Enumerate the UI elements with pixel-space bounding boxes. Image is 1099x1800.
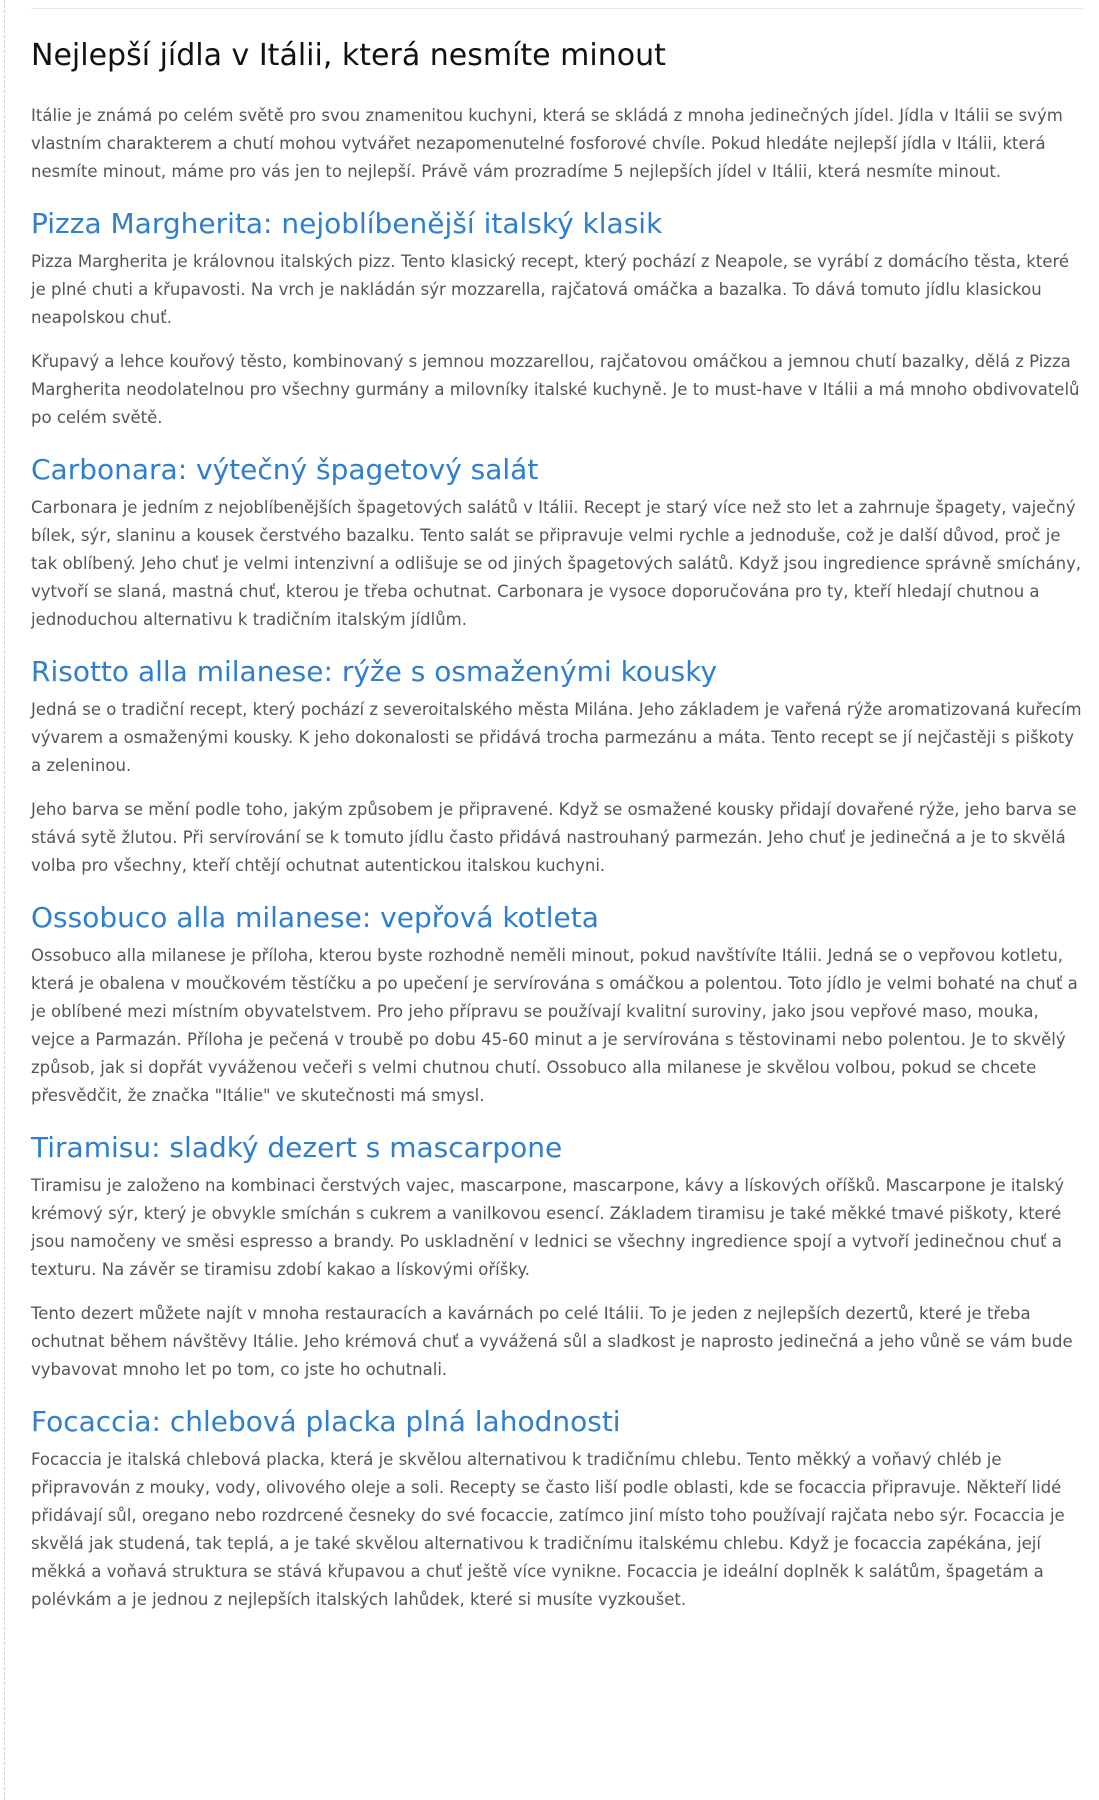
section-paragraph: Jedná se o tradiční recept, který pochází z severoitalského města Milána. Jeho základem je vařená rýže aromatizovaná kuřecím vývarem a osmaženými kousky. K jeho dokonalosti se přidává trocha parmezánu a máta. Tento recept se jí nejčastěji s piškoty a zeleninou. [31,700,1082,775]
page-border-dashed [4,0,5,1800]
article [31,30,1083,1632]
section-heading: Ossobuco alla milanese: vepřová kotleta [31,901,599,934]
section-paragraph: Pizza Margherita je královnou italských pizz. Tento klasický recept, který pochází z Neapole, se vyrábí z domácího těsta, které je plné chuti a křupavosti. Na vrch je nakládán sýr mozzarella, rajčatová omáčka a bazalka. To dává tomuto jídlu klasickou neapolskou chuť. [31,252,1070,327]
section-paragraph: Tento dezert můžete najít v mnoha restauracích a kavárnách po celé Itálii. To je jeden z nejlepších dezertů, které je třeba ochutnat během návštěvy Itálie. Jeho krémová chuť a vyvážená sůl a sladkost je naprosto jedinečná a jeho vůně se vám bude vybavovat mnoho let po tom, co jste ho ochutnali. [31,1304,1073,1379]
section-risotto [31,652,1083,880]
section-heading: Tiramisu: sladký dezert s mascarpone [31,1131,563,1164]
section-carbonara [31,450,1083,634]
section-paragraph: Carbonara je jedním z nejoblíbenějších špagetových salátů v Itálii. Recept je starý více než sto let a zahrnuje špagety, vaječný bílek, sýr, slaninu a kousek čerstvého bazalku. Tento salát se připravuje velmi rychle a jednoduše, což je další důvod, proč je tak oblíbený. Jeho chuť je velmi intenzivní a odlišuje se od jiných špagetových salátů. Když jsou ingredience správně smíchány, vytvoří se slaná, mastná chuť, kterou je třeba ochutnat. Carbonara je vysoce doporučována pro ty, kteří hledají chutnou a jednoduchou alternativu k tradičním italským jídlům. [31,498,1082,629]
section-paragraph: Focaccia je italská chlebová placka, která je skvělou alternativou k tradičnímu chlebu. Tento měkký a voňavý chléb je připravován z mouky, vody, olivového oleje a soli. Recepty se často liší podle oblasti, kde se focaccia připravuje. Někteří lidé přidávají sůl, oregano nebo rozdrcené česneky do své focaccie, zatímco jiní místo toho používají rajčata nebo sýr. Focaccia je skvělá jak studená, tak teplá, a je také skvělou alternativou k tradičnímu italskému chlebu. Když je focaccia zapékána, její měkká a voňavá struktura se stává křupavou a chuť ještě více vynikne. Focaccia je ideální doplněk k salátům, špagetám a polévkám a je jednou z nejlepších italských lahůdek, které si musíte vyzkoušet. [31,1450,1065,1609]
section-focaccia [31,1402,1083,1614]
section-heading: Focaccia: chlebová placka plná lahodnosti [31,1405,621,1438]
section-tiramisu [31,1128,1083,1384]
page-title: Nejlepší jídla v Itálii, která nesmíte minout [31,38,666,73]
section-paragraph: Tiramisu je založeno na kombinaci čerstvých vajec, mascarpone, mascarpone, kávy a lískových oříšků. Mascarpone je italský krémový sýr, který je obvykle smíchán s cukrem a vanilkovou esencí. Základem tiramisu je také měkké tmavé piškoty, které jsou namočeny ve směsi espresso a brandy. Po uskladnění v lednici se všechny ingredience spojí a vytvoří jedinečnou chuť a texturu. Na závěr se tiramisu zdobí kakao a lískovými oříšky. [31,1176,1064,1279]
section-paragraph: Křupavý a lehce kouřový těsto, kombinovaný s jemnou mozzarellou, rajčatovou omáčkou a jemnou chutí bazalky, dělá z Pizza Margherita neodolatelnou pro všechny gurmány a milovníky italské kuchyně. Je to must-have v Itálii a má mnoho obdivovatelů po celém světě. [31,352,1080,427]
intro-paragraph: Itálie je známá po celém světě pro svou znamenitou kuchyni, která se skládá z mnoha jedinečných jídel. Jídla v Itálii se svým vlastním charakterem a chutí mohou vytvářet nezapomenutelné fosforové chvíle. Pokud hledáte nejlepší jídla v Itálii, která nesmíte minout, máme pro vás jen to nejlepší. Právě vám prozradíme 5 nejlepších jídel v Itálii, která nesmíte minout. [31,106,1063,181]
top-divider [31,8,1083,9]
section-heading: Carbonara: výtečný špagetový salát [31,453,539,486]
section-heading: Risotto alla milanese: rýže s osmaženými kousky [31,655,718,688]
section-heading: Pizza Margherita: nejoblíbenější italský klasik [31,207,663,240]
section-pizza-margherita [31,204,1083,432]
section-paragraph: Ossobuco alla milanese je příloha, kterou byste rozhodně neměli minout, pokud navštívíte Itálii. Jedná se o vepřovou kotletu, která je obalena v moučkovém těstíčku a po upečení je servírována s omáčkou a polentou. Toto jídlo je velmi bohaté na chuť a je oblíbené mezi místním obyvatelstvem. Pro jeho přípravu se používají kvalitní suroviny, jako jsou vepřové maso, mouka, vejce a Parmazán. Příloha je pečená v troubě po dobu 45-60 minut a je servírována s těstovinami nebo polentou. Je to skvělý způsob, jak si dopřát vyváženou večeři s velmi chutnou chutí. Ossobuco alla milanese je skvělou volbou, pokud se chcete přesvědčit, že značka "Itálie" ve skutečnosti má smysl. [31,946,1078,1105]
section-ossobuco [31,898,1083,1110]
section-paragraph: Jeho barva se mění podle toho, jakým způsobem je připravené. Když se osmažené kousky přidají dovařené rýže, jeho barva se stává sytě žlutou. Při servírování se k tomuto jídlu často přidává nastrouhaný parmezán. Jeho chuť je jedinečná a je to skvělá volba pro všechny, kteří chtějí ochutnat autentickou italskou kuchyni. [31,800,1077,875]
